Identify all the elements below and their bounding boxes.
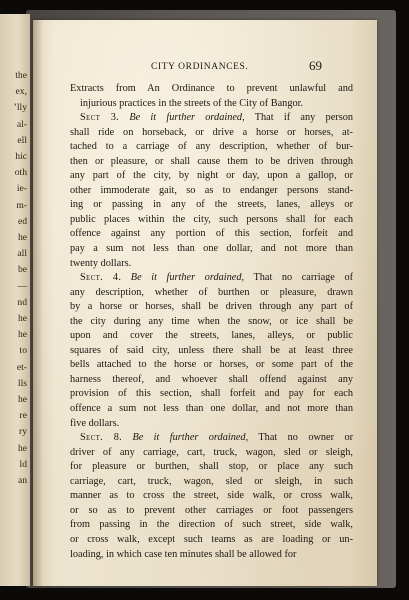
- running-head: CITY ORDINANCES.: [151, 62, 249, 72]
- section-line: public places within the city, such persons shall for each: [70, 213, 353, 225]
- page-number: 69: [309, 58, 322, 73]
- section-line: manner as to cross the street, side walk, or cross walk,: [70, 490, 353, 502]
- facing-page-fragment: he: [17, 313, 27, 324]
- facing-page-fragment: ed: [17, 215, 27, 227]
- intro-line: injurious practices in the streets of the City of Bangor.: [80, 97, 304, 109]
- section-line: then or pleasure, or shall cause them to be driven through: [70, 155, 353, 167]
- section-line: or cross walk, except such teams as are loading or un-: [70, 533, 353, 545]
- section-line: [70, 271, 353, 286]
- section-line: for pleasure or burthen, shall stop, or place any such: [70, 461, 353, 473]
- section-label: Sect 3.: [80, 112, 120, 124]
- section-line: [70, 431, 353, 446]
- facing-page-fragment: nd: [17, 296, 27, 308]
- facing-page-fragment: he: [17, 394, 27, 405]
- section-line: by a horse or horses, shall be driven through any part of: [70, 301, 353, 313]
- facing-page-fragment: to: [19, 345, 27, 357]
- section-line: five dollars.: [70, 417, 120, 429]
- section-line: [70, 111, 353, 126]
- section-text: That no owner or: [258, 432, 353, 444]
- facing-page-fragment: al-: [16, 118, 27, 130]
- facing-page-fragment: ry: [19, 426, 27, 438]
- facing-page-fragment: all: [17, 248, 27, 260]
- facing-page-fragment: ie-: [16, 183, 27, 195]
- enacting-phrase: Be it further ordained,: [129, 112, 245, 124]
- section-line: pay a sum not less than one dollar, and not more than: [70, 243, 353, 255]
- sections-container: [70, 111, 353, 562]
- section-line: loading, in which case ten minutes shall be allowed for: [70, 548, 297, 560]
- section-line: the city during any time when the snow, or ice shall be: [70, 315, 353, 327]
- section-label: Sect. 8.: [80, 432, 123, 444]
- section-line: bells attached to the horse or horses, or some part of the: [70, 359, 353, 371]
- page-body-text: [70, 82, 353, 562]
- facing-page-fragment: ell: [17, 134, 27, 146]
- section-line: carriage, cart, truck, wagon, sled or sleigh, in such: [70, 475, 353, 487]
- facing-page-fragment: —: [17, 280, 27, 292]
- facing-page-fragment: ld: [19, 458, 27, 470]
- section-text: That no carriage of: [253, 272, 353, 284]
- intro-line: Extracts from An Ordinance to prevent unlawful and: [70, 83, 353, 94]
- section-line: any description, whether of burthen or pleasure, drawn: [70, 286, 353, 298]
- section-line: offence a sum not less than one dollar, and not more than: [70, 403, 353, 415]
- facing-page-fragment: be: [17, 264, 27, 276]
- facing-page: [0, 14, 30, 586]
- section-line: other immoderate gait, so as to endanger persons stand-: [70, 184, 353, 196]
- facing-page-fragment: et-: [16, 361, 27, 373]
- section-line: or so as to prevent other carriages or foot passengers: [70, 504, 353, 516]
- section-line: offence against any portion of this section, forfeit and: [70, 228, 353, 240]
- page-header: [33, 58, 377, 78]
- facing-page-fragment: an: [17, 475, 27, 486]
- facing-page-fragment: hic: [15, 151, 27, 162]
- facing-page-fragment: he: [17, 329, 27, 341]
- facing-page-fragment: lls: [17, 377, 27, 389]
- section-line: upon and cover the streets, lanes, alleys, or public: [70, 330, 353, 342]
- section-label: Sect. 4.: [80, 272, 122, 284]
- facing-page-fragment: re: [19, 410, 27, 422]
- section-line: harness thereof, and whoever shall offend against any: [70, 373, 353, 385]
- facing-page-fragment: he: [17, 232, 27, 243]
- section-line: from passing in the direction of such street, side walk,: [70, 519, 353, 531]
- enacting-phrase: Be it further ordained,: [130, 272, 245, 284]
- section-text: That if any person: [254, 112, 353, 124]
- section-line: shall ride on horseback, or drive a horse or horses, at-: [70, 126, 353, 138]
- facing-page-fragment: he: [17, 442, 27, 454]
- section-line: twenty dollars.: [70, 257, 132, 269]
- section-line: driver of any carriage, cart, truck, wagon, sled or sleigh,: [70, 446, 353, 458]
- section-line: ing or passing in any of the streets, lanes, alleys or: [70, 199, 353, 211]
- page-gutter-shadow: [33, 20, 43, 586]
- facing-page-fragment: oth: [14, 167, 27, 179]
- section-line: any part of the city, by night or day, upon a gallop, or: [70, 170, 353, 182]
- section-line: squares of said city, unless there shall be at least three: [70, 344, 353, 356]
- book-page: [33, 20, 377, 586]
- facing-page-fragment: the: [15, 70, 27, 81]
- section-line: tached to a carriage of any description, whether of bur-: [70, 141, 353, 153]
- facing-page-fragment: ’lly: [13, 102, 27, 114]
- section-line: provision of this section, shall forfeit and pay for each: [70, 388, 353, 400]
- facing-page-fragment: ex,: [15, 86, 27, 98]
- facing-page-fragment: m-: [16, 199, 27, 211]
- enacting-phrase: Be it further ordained,: [132, 432, 249, 444]
